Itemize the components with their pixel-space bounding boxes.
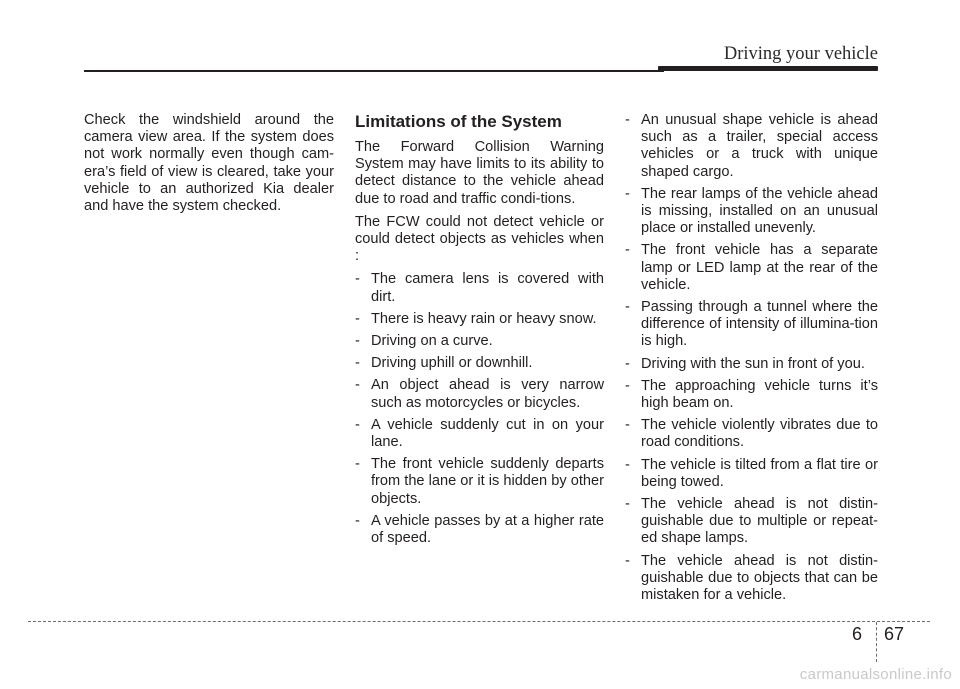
detection-paragraph: The FCW could not detect vehicle or could detect objects as vehicles when : — [355, 213, 604, 265]
windshield-check-paragraph: Check the windshield around the camera view area. If the system does not work normally even though cam-era’s field of view is cleared, take your vehicle to an authorized Kia dealer and have the system checked. — [84, 112, 334, 215]
list-item: - The rear lamps of the vehicle ahead is missing, installed on an unusual place or installed unevenly. — [625, 185, 878, 237]
intro-paragraph: The Forward Collision Warning System may have limits to its ability to detect distance to the vehicle ahead due to road and traffic condi-tions. — [355, 139, 604, 207]
list-item: - There is heavy rain or heavy snow. — [355, 310, 597, 327]
text-column-2 — [355, 112, 604, 552]
list-item: - An object ahead is very narrow such as motorcycles or bicycles. — [355, 377, 604, 411]
running-header-title: Driving your vehicle — [723, 44, 878, 64]
chapter-number: 6 — [852, 624, 863, 644]
list-item: - The front vehicle suddenly departs from the lane or it is hidden by other objects. — [355, 456, 604, 507]
list-item: - The vehicle ahead is not distin-guishable due to objects that can be mistaken for a vehicle. — [625, 552, 878, 604]
page-number: 67 — [884, 624, 905, 644]
list-item: - The vehicle ahead is not distin-guishable due to multiple or repeat-ed shape lamps. — [625, 496, 878, 547]
section-heading: Limitations of the System — [355, 112, 562, 131]
list-item: - The camera lens is covered with dirt. — [355, 271, 604, 305]
list-item: - The vehicle violently vibrates due to road conditions. — [625, 417, 878, 451]
list-item: - The front vehicle has a separate lamp or LED lamp at the rear of the vehicle. — [625, 242, 878, 293]
list-item: - Driving on a curve. — [355, 333, 493, 350]
list-item: - Driving uphill or downhill. — [355, 355, 533, 372]
list-item: - A vehicle passes by at a higher rate of speed. — [355, 512, 604, 547]
limitation-list-continued — [625, 112, 878, 604]
header-rule-accent — [658, 66, 878, 71]
limitation-list — [355, 271, 604, 547]
watermark-text: carmanualsonline.info — [799, 666, 952, 683]
text-column-1 — [84, 112, 334, 221]
footer-rule — [28, 621, 930, 622]
list-item: - An unusual shape vehicle is ahead such as a trailer, special access vehicles or a truck with unique shaped cargo. — [625, 112, 878, 180]
list-item: - A vehicle suddenly cut in on your lane. — [355, 416, 604, 451]
list-item: - The vehicle is tilted from a flat tire or being towed. — [625, 456, 878, 490]
text-column-3 — [625, 112, 878, 609]
list-item: - Passing through a tunnel where the difference of intensity of illumina-tion is high. — [625, 299, 878, 350]
list-item: - Driving with the sun in front of you. — [625, 355, 865, 372]
page-number-divider — [876, 622, 877, 662]
list-item: - The approaching vehicle turns it’s high beam on. — [625, 377, 878, 412]
header-rule — [84, 70, 664, 72]
